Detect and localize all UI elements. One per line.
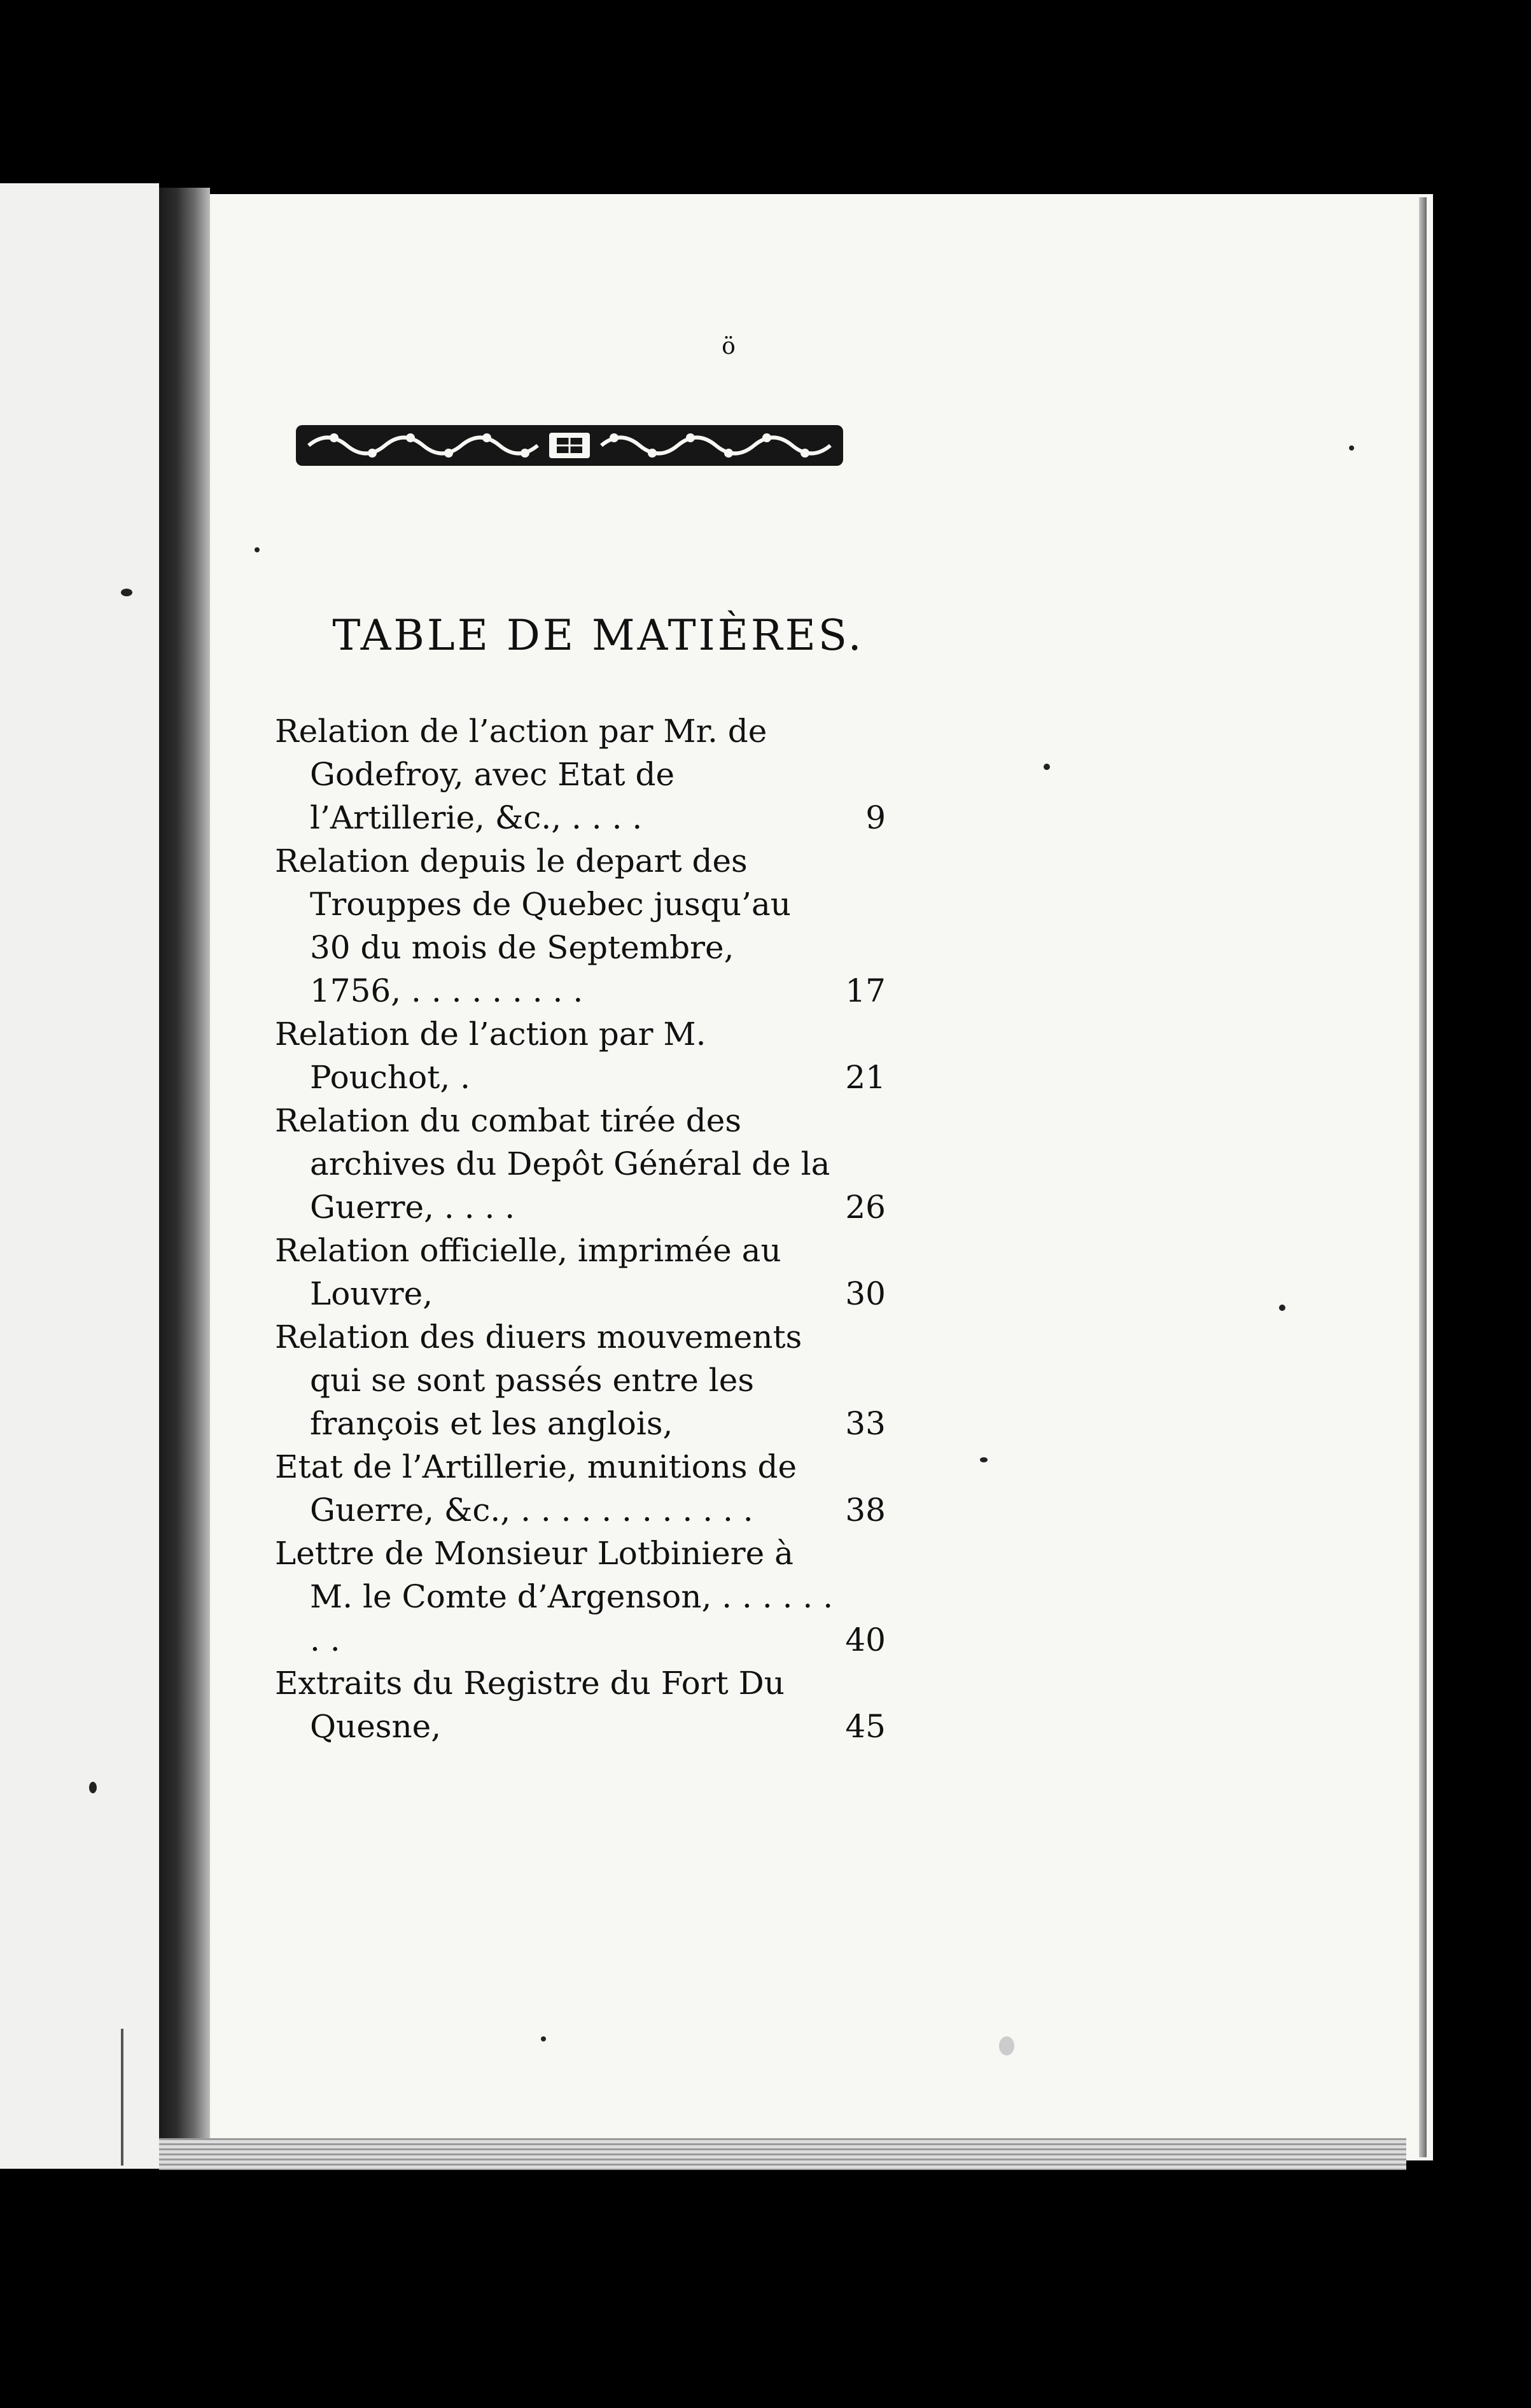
toc-entry <box>275 710 886 839</box>
toc-entry <box>275 839 886 1012</box>
toc-entry <box>275 1012 886 1099</box>
toc-entry-title: Relation des diuers mouvements qui se sont passés entre les françois et les anglois, <box>275 1319 802 1442</box>
toc-entry-page: 9 <box>865 799 886 836</box>
toc-entry-title: Relation de l’action par Mr. de Godefroy, avec Etat de l’Artillerie, &c., . . . . <box>275 713 767 836</box>
folio-mark: ö <box>722 333 736 360</box>
toc-entry-page: 38 <box>845 1492 886 1529</box>
toc-entry <box>275 1229 886 1315</box>
toc-entry-title: Extraits du Registre du Fort Du Quesne, <box>275 1665 785 1745</box>
decorative-headpiece <box>296 414 843 477</box>
facing-page <box>0 183 159 2169</box>
toc-entry <box>275 1662 886 1748</box>
book-gutter <box>159 188 210 2167</box>
facing-page-rule <box>121 2029 123 2166</box>
print-speck <box>541 2036 546 2041</box>
toc-entry <box>275 1532 886 1662</box>
toc-entry-title: Relation du combat tirée des archives du Depôt Général de la Guerre, . . . . <box>275 1102 830 1226</box>
toc-entry <box>275 1315 886 1445</box>
toc-entry-title: Etat de l’Artillerie, munitions de Guerre, &c., . . . . . . . . . . . . <box>275 1448 797 1529</box>
page-title: TABLE DE MATIÈRES. <box>332 611 864 660</box>
print-speck <box>980 1457 988 1462</box>
print-speck <box>121 589 132 596</box>
toc-entry-title: Relation officielle, imprimée au Louvre, <box>275 1232 781 1312</box>
toc-entry-page: 45 <box>845 1708 886 1745</box>
print-speck <box>1349 445 1354 451</box>
toc-entry <box>275 1445 886 1532</box>
print-speck <box>1044 764 1050 770</box>
toc-entry-title: Relation de l’action par M. Pouchot, . <box>275 1016 706 1096</box>
toc-entry-page: 26 <box>845 1189 886 1226</box>
toc-entry-page: 21 <box>845 1059 886 1096</box>
print-speck <box>89 1782 97 1793</box>
print-speck <box>999 2036 1014 2055</box>
toc-entry-page: 33 <box>845 1405 886 1442</box>
toc-entry-title: Relation depuis le depart des Trouppes de Quebec jusqu’au 30 du mois de Septembre, 1756, . . . . . . . . . <box>275 843 791 1009</box>
toc-entry-page: 30 <box>845 1275 886 1312</box>
page-edge <box>1419 197 1427 2157</box>
toc-entry-title: Lettre de Monsieur Lotbiniere à M. le Comte d’Argenson, . . . . . . . . <box>275 1535 834 1658</box>
print-speck <box>255 547 260 552</box>
table-of-contents <box>275 710 886 1748</box>
toc-entry <box>275 1099 886 1229</box>
print-speck <box>1279 1305 1285 1311</box>
toc-entry-page: 17 <box>845 972 886 1009</box>
toc-entry-page: 40 <box>845 1621 886 1658</box>
page-stack-edge <box>159 2138 1406 2170</box>
